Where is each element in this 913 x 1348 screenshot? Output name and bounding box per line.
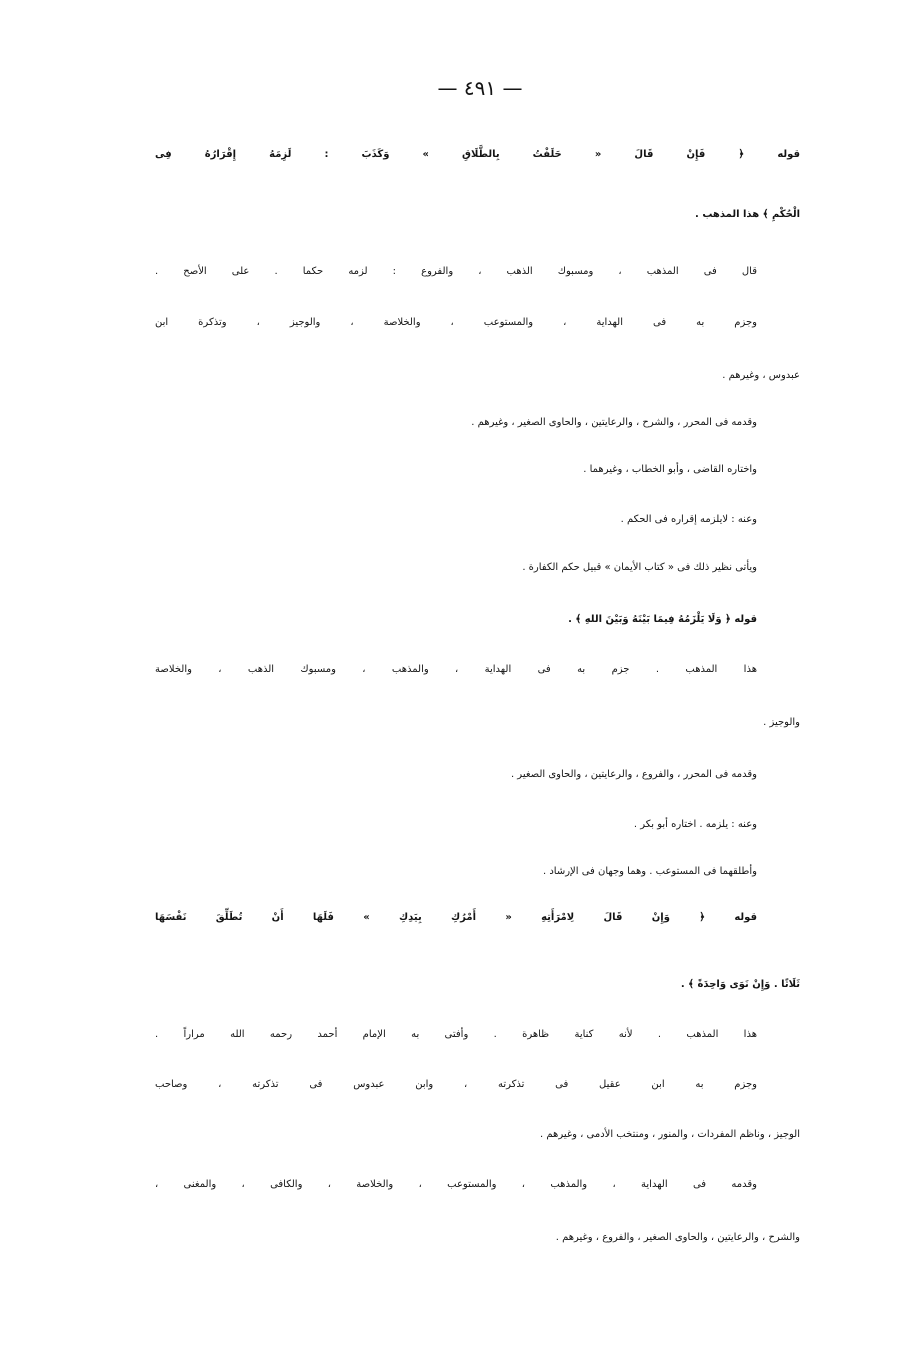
text-line: ويأتى نظير ذلك فى « كتاب الأيمان » قبيل حكم الكفارة . [522, 562, 757, 573]
text-line: وعنه : لايلزمه إقراره فى الحكم . [620, 514, 757, 525]
text-line: وأطلقهما فى المستوعب . وهما وجهان فى الإرشاد . [542, 866, 757, 877]
text-line: قال فى المذهب ، ومسبوك الذهب ، والفروع : لزمه حكما . على الأصح . [155, 266, 757, 277]
heading-line: قوله ﴿ فَإِنْ قَالَ « حَلَفْتُ بِالطَّلَاقِ » وَكَذَبَ : لَزِمَهُ إِقْرَارُهُ فِى [155, 149, 800, 160]
text-line: هذا المذهب . لأنه كناية ظاهرة . وأفتى به الإمام أحمد رحمه الله مراراً . [155, 1029, 757, 1040]
heading-line: قوله ﴿ وَإِنْ قَالَ لِامْرَأَتِهِ « أَمْرُكِ بِيَدِكِ » فَلَهَا أَنْ تُطَلِّقَ نَفْسَهَا [155, 912, 757, 923]
heading-line: قوله ﴿ وَلَا يَلْزَمُهُ فِيمَا بَيْنَهُ وَبَيْنَ اللهِ ﴾ . [568, 614, 757, 625]
text-line: وقدمه فى المحرر ، والشرح ، والرعايتين ، والحاوى الصغير ، وغيرهم . [471, 417, 757, 428]
text-line: وقدمه فى المحرر ، والفروع ، والرعايتين ، والحاوى الصغير . [510, 769, 757, 780]
text-line: وعنه : يلزمه . اختاره أبو بكر . [633, 819, 757, 830]
text-line: والشرح ، والرعايتين ، والحاوى الصغير ، والفروع ، وغيرهم . [555, 1232, 800, 1243]
heading-line: الْحُكْمِ ﴾ هذا المذهب . [695, 209, 800, 220]
heading-line: ثَلَاثًا . وَإِنْ نَوَى وَاحِدَةً ﴾ . [680, 979, 800, 990]
text-line: والوجيز . [763, 717, 800, 728]
text-line: وجزم به ابن عقيل فى تذكرته ، وابن عبدوس فى تذكرته ، وصاحب [155, 1079, 757, 1090]
text-line: وجزم به فى الهداية ، والمستوعب ، والخلاصة ، والوجيز ، وتذكرة ابن [155, 317, 757, 328]
page-number: — ٤٩١ — [437, 76, 523, 100]
text-line: هذا المذهب . جزم به فى الهداية ، والمذهب ، ومسبوك الذهب ، والخلاصة [155, 664, 757, 675]
text-line: عبدوس ، وغيرهم . [722, 370, 800, 381]
text-line: الوجيز ، وناظم المفردات ، والمنور ، ومنتخب الأدمى ، وغيرهم . [540, 1129, 800, 1140]
text-line: واختاره القاضى ، وأبو الخطاب ، وغيرهما . [583, 464, 757, 475]
text-line: وقدمه فى الهداية ، والمذهب ، والمستوعب ، والخلاصة ، والكافى ، والمغنى ، [155, 1179, 757, 1190]
